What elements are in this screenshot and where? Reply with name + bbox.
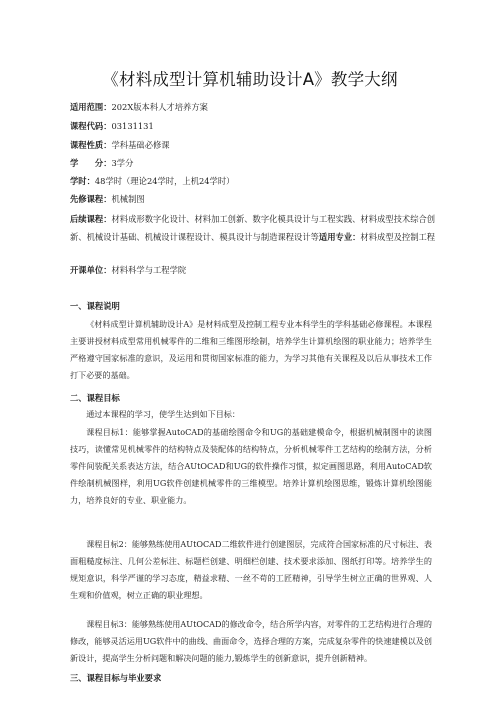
meta-code	[70, 120, 440, 133]
meta-value: 48学时（理论24学时，上机24学时）	[94, 176, 235, 186]
meta-prereq	[70, 193, 440, 206]
meta-nature	[70, 139, 440, 152]
section-heading-1: 一、课程说明	[70, 301, 120, 311]
meta-label: 课程代码：	[70, 121, 112, 131]
meta-value: 03131131	[111, 121, 154, 131]
meta-hours	[70, 175, 440, 188]
meta-value: 机械制图	[111, 194, 145, 204]
meta-scope	[70, 101, 440, 114]
meta-label: 先修课程：	[70, 194, 112, 204]
meta-value: 202X版本科人才培养方案	[111, 102, 208, 112]
meta-label: 适用范围：	[70, 102, 112, 112]
paragraph-goal-2: 课程目标2：能够熟练使用AUtOCAD二维软件进行创建图层，完成符合国家标准的尺寸标注、表面粗糙度标注、几何公差标注、标题栏创建、明细栏创建、技术要求添加、图纸打印等。培养学生的规矩意识，科学严谨的学习态度，精益求精、一丝不苟的工匠精神，引导学生树立正确的世界观、人生观和价值观，树立正确的职业理想。	[70, 539, 432, 601]
meta-label: 学时：	[70, 176, 95, 186]
meta-unit	[70, 264, 440, 277]
section-heading-3: 三、课程目标与毕业要求	[70, 673, 162, 683]
paragraph-goal-1: 课程目标1：能够掌握AutoCAD的基础绘图命令和UG的基础建模命令，根据机械制图中的读图技巧，读懂常见机械零件的结构特点及装配体的结构特点，分析机械零件工艺结构的绘制方法，分析零件间装配关系表达方法，结合AUtOCAD和UG的软件操作习惯，拟定画图思路，利用AutoCAD软件绘制机械图样，利用UG软件创建机械零件的三维模型。培养计算机绘图思维，锻炼计算机绘图能力，培养良好的专业、职业能力。	[70, 427, 432, 506]
meta-value: 3学分	[111, 158, 134, 168]
paragraph-course-description: 《材料成型计算机辅助设计A》是材料成型及控制工程专业本科学生的学科基础必修课程。本课程主要讲授材料成型常用机械零件的二维和三维图形绘制，培养学生计算机绘图的职业能力；培养学生严格遵守国家标准的意识，及运用和贯彻国家标准的能力，为学习其他有关课程及以后从事技术工作打下必要的基础。	[70, 319, 432, 381]
meta-label: 学 分：	[70, 158, 112, 168]
paragraph-intro: 通过本课程的学习，使学生达到如下目标：	[86, 409, 240, 419]
meta-value: 材料科学与工程学院	[111, 265, 187, 275]
meta-credits	[70, 157, 440, 170]
meta-label: 后续课程：	[70, 214, 112, 224]
meta-label: 适用专业：	[318, 231, 361, 242]
meta-value: 学科基础必修课	[111, 140, 170, 150]
meta-value: 材料成型及控制工程	[360, 231, 436, 242]
meta-label: 开课单位：	[70, 265, 112, 275]
paragraph-goal-3: 课程目标3：能够熟练使用AUtOCAD的修改命令，结合所学内容，对零件的工艺结构进行合理的修改，能够灵活运用UG软件中的曲线、曲面命令，选择合理的方案，完成复杂零件的快速建模以及创新设计，提高学生分析问题和解决问题的能力,锻炼学生的创新意识，提升创新精神。	[70, 619, 432, 664]
meta-label: 课程性质：	[70, 140, 112, 150]
document-title: 《材料成型计算机辅助设计A》教学大纲	[102, 70, 398, 89]
meta-followup	[70, 211, 440, 246]
section-heading-2: 二、课程目标	[70, 393, 120, 403]
meta-value: 材料成形数字化设计、材料加工创新、数字化模具设计与工程实践、材料成型技术综合创新、机械设计基础、机械设计课程设计、模具设计与制造课程设计等	[70, 214, 436, 242]
